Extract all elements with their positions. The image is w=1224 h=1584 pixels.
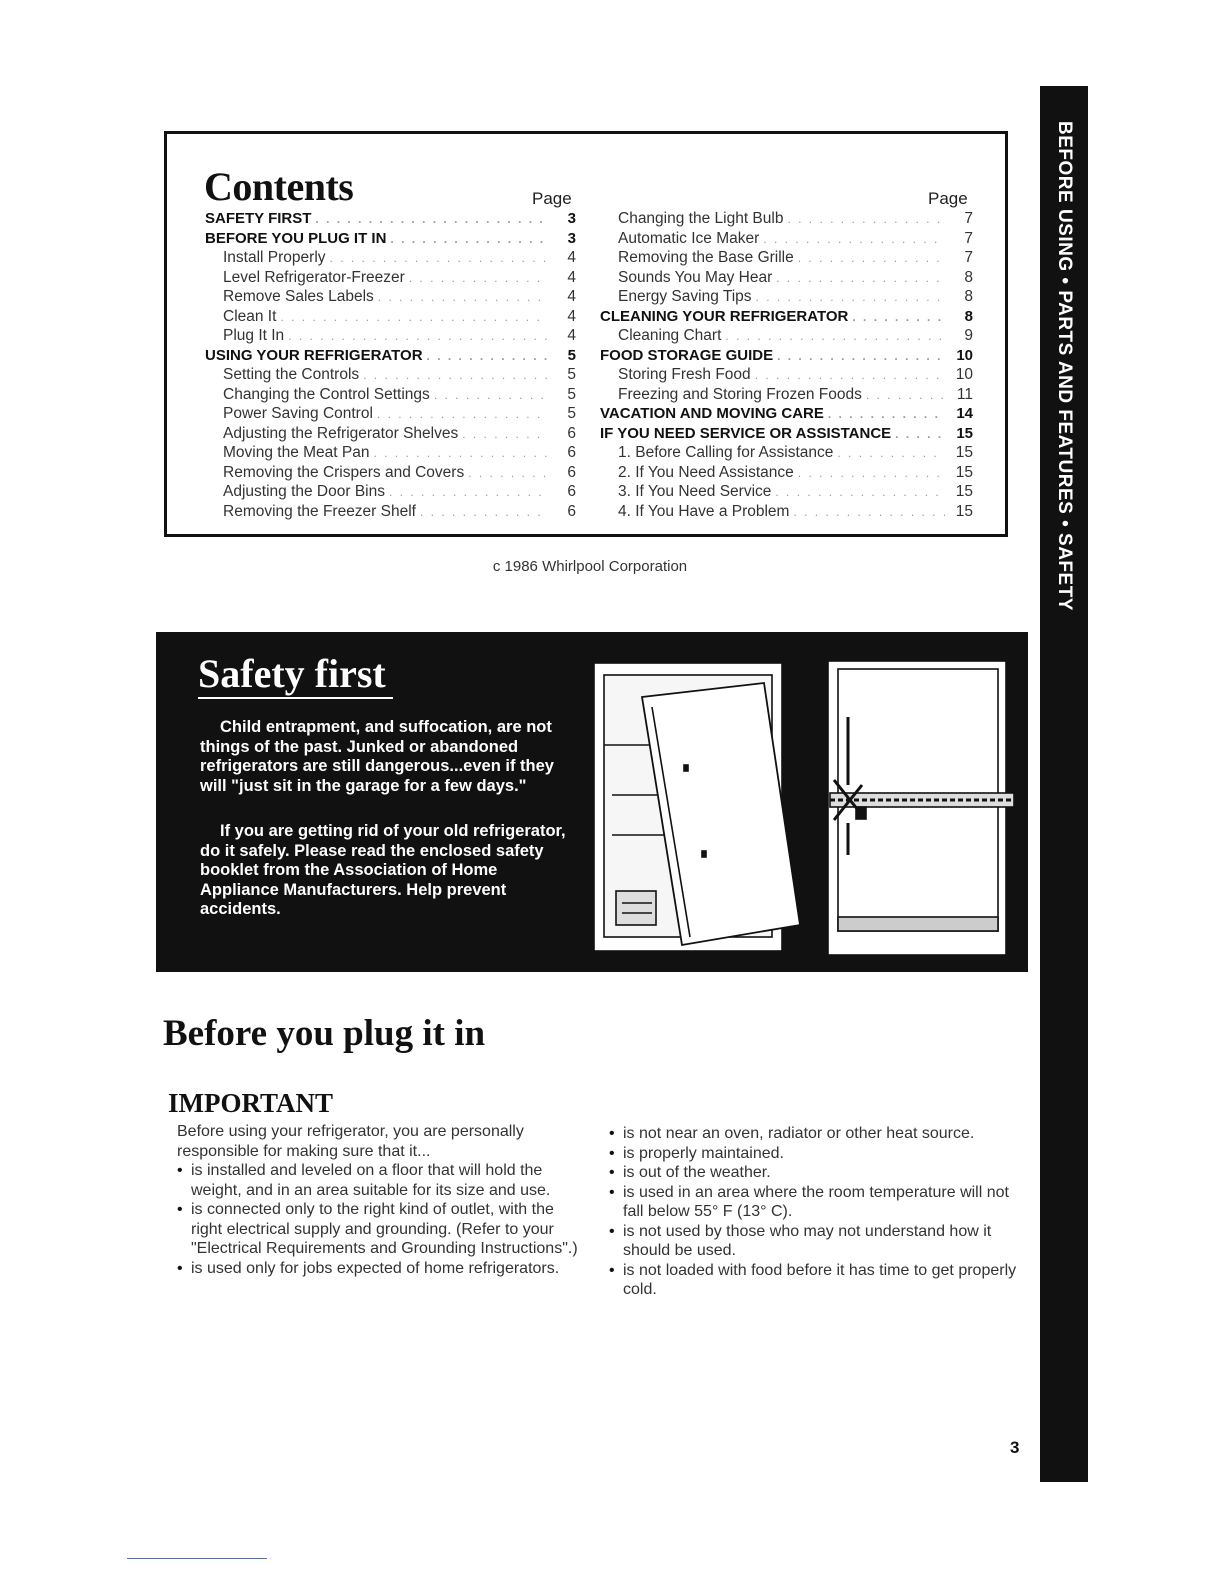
refrigerator-illustration <box>592 655 1014 961</box>
toc-entry-label: USING YOUR REFRIGERATOR <box>205 346 423 364</box>
toc-leader-dots <box>775 483 945 502</box>
toc-entry <box>600 463 973 483</box>
list-item: • is properly maintained. <box>609 1144 1019 1164</box>
toc-leader-dots <box>389 483 548 502</box>
toc-entry-page: 8 <box>964 307 973 325</box>
list-item: • is connected only to the right kind of outlet, with the right electrical supply and grounding. (Refer to your "Electrical Requirements and Grounding Instructions".) <box>177 1200 585 1259</box>
toc-leader-dots <box>377 405 548 424</box>
toc-entry <box>600 404 973 424</box>
toc-leader-dots <box>798 464 945 483</box>
list-item: • is used only for jobs expected of home refrigerators. <box>177 1259 585 1279</box>
toc-entry-page: 5 <box>567 346 576 364</box>
chained-refrigerator-drawing <box>828 661 1014 955</box>
toc-leader-dots <box>420 503 548 522</box>
toc-entry-page: 15 <box>955 463 973 481</box>
toc-leader-dots <box>793 503 945 522</box>
toc-leader-dots <box>462 425 548 444</box>
toc-entry <box>205 463 576 483</box>
page-number: 3 <box>1010 1438 1020 1457</box>
toc-entry-label: FOOD STORAGE GUIDE <box>600 346 774 364</box>
toc-leader-dots <box>427 347 548 366</box>
toc-leader-dots <box>409 269 548 288</box>
toc-entry <box>205 268 576 288</box>
toc-entry-page: 11 <box>956 385 973 403</box>
toc-leader-dots <box>776 269 945 288</box>
toc-leader-dots <box>756 288 945 307</box>
toc-entry-page: 6 <box>567 444 576 461</box>
plug-in-left-column <box>177 1122 585 1278</box>
toc-entry <box>205 424 576 444</box>
toc-entry-page: 8 <box>964 288 973 305</box>
toc-leader-dots <box>895 425 945 444</box>
toc-leader-dots <box>763 230 945 249</box>
toc-entry <box>205 326 576 346</box>
list-item: • is installed and leveled on a floor that will hold the weight, and in an area suitable for its size and use. <box>177 1161 585 1200</box>
toc-entry <box>600 268 973 288</box>
toc-entry-page: 3 <box>567 210 576 227</box>
toc-entry-page: 14 <box>956 405 973 422</box>
toc-right-column <box>600 209 973 521</box>
toc-entry <box>600 307 973 327</box>
toc-entry-page: 4 <box>567 249 576 266</box>
toc-entry <box>205 365 576 385</box>
toc-leader-dots <box>837 444 945 463</box>
toc-entry <box>600 326 973 346</box>
toc-entry <box>205 346 576 366</box>
toc-entry-page: 4 <box>567 288 576 305</box>
toc-entry-page: 4 <box>567 327 576 344</box>
toc-leader-dots <box>390 230 548 249</box>
toc-entry-label: Setting the Controls <box>223 366 360 383</box>
toc-leader-dots <box>852 308 945 327</box>
toc-entry-label: Power Saving Control <box>223 405 373 422</box>
toc-entry-label: Removing the Freezer Shelf <box>223 502 416 520</box>
toc-entry-label: Storing Fresh Food <box>618 366 751 383</box>
toc-entry-label: Plug It In <box>223 327 285 344</box>
toc-entry-label: Removing the Crispers and Covers <box>223 463 465 481</box>
toc-leader-dots <box>468 464 548 483</box>
toc-entry-page: 5 <box>567 366 576 383</box>
toc-entry-page: 15 <box>955 483 973 500</box>
side-tab-label: BEFORE USING • PARTS AND FEATURES • SAFETY <box>1054 121 1075 611</box>
toc-entry <box>205 482 576 502</box>
toc-entry <box>600 385 973 405</box>
toc-entry <box>205 443 576 463</box>
toc-entry <box>205 248 576 268</box>
toc-leader-dots <box>787 210 945 229</box>
toc-entry-page: 6 <box>567 483 576 500</box>
toc-entry <box>600 424 973 444</box>
toc-entry-label: Freezing and Storing Frozen Foods <box>618 385 862 403</box>
toc-leader-dots <box>363 366 548 385</box>
toc-entry-label: VACATION AND MOVING CARE <box>600 405 824 422</box>
list-item: • is out of the weather. <box>609 1163 1019 1183</box>
toc-entry <box>205 404 576 424</box>
toc-entry-page: 4 <box>567 268 576 286</box>
toc-entry <box>600 287 973 307</box>
toc-entry <box>205 385 576 405</box>
safety-paragraph-2: If you are getting rid of your old refrigerator, do it safely. Please read the enclosed safety booklet from the Association of Home Appliance Manufacturers. Help prevent accidents. <box>200 822 566 918</box>
toc-entry <box>600 502 973 522</box>
toc-entry-page: 10 <box>956 346 973 364</box>
toc-entry-label: Adjusting the Door Bins <box>223 483 385 500</box>
toc-entry-page: 4 <box>567 307 576 325</box>
toc-entry-label: SAFETY FIRST <box>205 210 312 227</box>
toc-entry-label: Changing the Control Settings <box>223 385 430 403</box>
toc-entry-label: Sounds You May Hear <box>618 268 773 286</box>
toc-entry-label: Adjusting the Refrigerator Shelves <box>223 424 459 442</box>
toc-entry-label: Automatic Ice Maker <box>618 229 760 247</box>
list-item: • is not loaded with food before it has time to get properly cold. <box>609 1261 1019 1300</box>
toc-entry-page: 15 <box>955 502 973 520</box>
toc-entry-page: 3 <box>567 229 576 247</box>
toc-entry <box>600 346 973 366</box>
toc-entry <box>205 502 576 522</box>
toc-entry-page: 8 <box>964 268 973 286</box>
toc-leader-dots <box>866 386 945 405</box>
toc-entry <box>205 229 576 249</box>
toc-leader-dots <box>315 210 548 229</box>
toc-leader-dots <box>725 327 945 346</box>
toc-entry-label: Remove Sales Labels <box>223 288 374 305</box>
toc-entry-label: Level Refrigerator-Freezer <box>223 268 405 286</box>
toc-entry-page: 6 <box>567 502 576 520</box>
toc-entry-page: 7 <box>964 249 973 266</box>
toc-entry-page: 15 <box>955 444 973 461</box>
list-item: • is not used by those who may not understand how it should be used. <box>609 1222 1019 1261</box>
toc-entry-label: Clean It <box>223 307 277 325</box>
copyright: c 1986 Whirlpool Corporation <box>492 558 688 575</box>
plug-in-title: Before you plug it in <box>163 1013 486 1054</box>
toc-entry-label: Removing the Base Grille <box>618 249 794 266</box>
safety-title: Safety first <box>198 651 386 696</box>
toc-entry-label: 1. Before Calling for Assistance <box>618 444 834 461</box>
toc-entry-label: Cleaning Chart <box>618 327 722 344</box>
list-item: • is used in an area where the room temperature will not fall below 55° F (13° C). <box>609 1183 1019 1222</box>
toc-entry-label: Moving the Meat Pan <box>223 444 370 461</box>
page-header-left: Page <box>532 189 572 208</box>
toc-entry-label: CLEANING YOUR REFRIGERATOR <box>600 307 849 325</box>
safety-title-underline <box>198 697 393 699</box>
toc-entry-label: BEFORE YOU PLUG IT IN <box>205 229 387 247</box>
toc-entry-page: 9 <box>964 327 973 344</box>
toc-entry-label: Energy Saving Tips <box>618 288 752 305</box>
toc-leader-dots <box>373 444 548 463</box>
toc-entry-label: 2. If You Need Assistance <box>618 463 794 481</box>
important-heading: IMPORTANT <box>168 1088 334 1118</box>
toc-entry-page: 7 <box>964 229 973 247</box>
plug-in-intro: Before using your refrigerator, you are personally responsible for making sure that it... <box>177 1123 524 1160</box>
toc-entry-label: Changing the Light Bulb <box>618 210 784 227</box>
toc-leader-dots <box>755 366 945 385</box>
plug-in-right-column <box>609 1124 1019 1300</box>
toc-leader-dots <box>378 288 548 307</box>
toc-entry <box>205 209 576 229</box>
toc-leader-dots <box>288 327 548 346</box>
toc-leader-dots <box>434 386 548 405</box>
page-header-right: Page <box>928 189 968 208</box>
toc-entry <box>205 307 576 327</box>
safety-paragraph-1: Child entrapment, and suffocation, are not things of the past. Junked or abandoned refrigerators are still dangerous...even if they will "just sit in the garage for a few days." <box>200 718 554 795</box>
open-refrigerator-drawing <box>594 663 800 951</box>
toc-entry-label: 4. If You Have a Problem <box>618 502 790 520</box>
toc-entry <box>600 365 973 385</box>
footer-rule <box>127 1558 267 1559</box>
toc-leader-dots <box>330 249 548 268</box>
toc-leader-dots <box>777 347 945 366</box>
toc-entry <box>600 209 973 229</box>
toc-leader-dots <box>828 405 945 424</box>
toc-entry-page: 15 <box>956 424 973 442</box>
toc-entry <box>600 482 973 502</box>
toc-entry-label: Install Properly <box>223 249 326 266</box>
toc-entry <box>205 287 576 307</box>
toc-left-column <box>205 209 576 521</box>
contents-title: Contents <box>204 164 354 209</box>
toc-entry-label: 3. If You Need Service <box>618 483 772 500</box>
toc-entry-page: 6 <box>567 424 576 442</box>
toc-entry-page: 5 <box>567 405 576 422</box>
toc-entry <box>600 443 973 463</box>
toc-entry-label: IF YOU NEED SERVICE OR ASSISTANCE <box>600 424 892 442</box>
toc-entry-page: 5 <box>567 385 576 403</box>
toc-leader-dots <box>280 308 548 327</box>
toc-entry-page: 10 <box>955 366 973 383</box>
toc-entry-page: 7 <box>964 210 973 227</box>
toc-entry <box>600 248 973 268</box>
toc-leader-dots <box>798 249 945 268</box>
list-item: • is not near an oven, radiator or other heat source. <box>609 1124 1019 1144</box>
toc-entry-page: 6 <box>567 463 576 481</box>
toc-entry <box>600 229 973 249</box>
